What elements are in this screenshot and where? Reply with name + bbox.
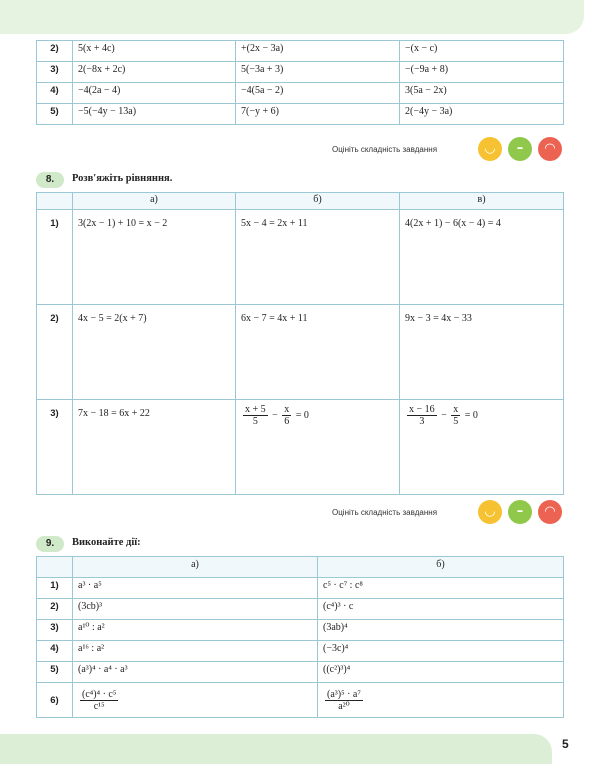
equation-cell[interactable]: 6x − 7 = 4x + 11 (236, 305, 400, 400)
table-row (37, 662, 564, 683)
expression-cell[interactable]: ((c²)³)⁴ (318, 662, 564, 683)
expression-cell[interactable]: (c⁴)³ · c (318, 599, 564, 620)
task-number: 9. (36, 536, 64, 552)
expression-cell[interactable]: a¹⁰ : a² (73, 620, 318, 641)
fraction (451, 404, 460, 427)
table-cell: 5(x + 4c) (73, 41, 236, 62)
sad-face-icon[interactable]: ◠ (538, 137, 562, 161)
row-number: 1) (37, 210, 73, 305)
equals-zero: = 0 (464, 409, 478, 421)
difficulty-rating-label: Оцініть складність завдання (332, 508, 438, 517)
equals-zero: = 0 (295, 409, 309, 421)
expression-cell[interactable]: a³ · a⁵ (73, 578, 318, 599)
equation-cell[interactable] (400, 400, 564, 495)
equation-cell[interactable]: 7x − 18 = 6x + 22 (73, 400, 236, 495)
row-number: 3) (37, 620, 73, 641)
expression-cell[interactable]: a¹⁶ : a² (73, 641, 318, 662)
operator: − (441, 409, 447, 421)
numerator: (a³)⁵ · a⁷ (327, 688, 361, 700)
table-row (37, 683, 564, 718)
table-cell: 3(5a − 2x) (400, 83, 564, 104)
expression-cell[interactable] (318, 683, 564, 718)
denominator: 3 (419, 416, 425, 427)
column-header: б) (236, 193, 400, 210)
equation-cell[interactable] (236, 400, 400, 495)
table-row (37, 620, 564, 641)
table-cell: 2(−8x + 2c) (73, 62, 236, 83)
expression-cell[interactable]: (3ab)⁴ (318, 620, 564, 641)
expression-cell[interactable]: (a³)⁴ · a⁴ · a³ (73, 662, 318, 683)
row-number: 1) (37, 578, 73, 599)
task-title: Виконайте дії: (72, 537, 141, 548)
table-row (37, 641, 564, 662)
table-cell: −4(5a − 2) (236, 83, 400, 104)
header-corner (37, 193, 73, 210)
neutral-face-icon[interactable]: – (508, 500, 532, 524)
row-number: 3) (37, 400, 73, 495)
row-number: 4) (37, 83, 73, 104)
task-number: 8. (36, 172, 64, 188)
table-cell: 5(−3a + 3) (236, 62, 400, 83)
sad-face-icon[interactable]: ◠ (538, 500, 562, 524)
numerator: (c⁴)⁴ · c⁵ (82, 688, 117, 700)
operations-table (36, 556, 564, 718)
fraction (80, 689, 118, 712)
expression-cell[interactable]: c⁵ · c⁷ : c⁸ (318, 578, 564, 599)
denominator: 5 (252, 416, 258, 427)
numerator: x − 16 (409, 404, 435, 415)
smile-face-icon[interactable]: ◡ (478, 137, 502, 161)
column-header: а) (73, 557, 318, 578)
task-title: Розв'яжіть рівняння. (72, 173, 173, 184)
table-cell: 2(−4y − 3a) (400, 104, 564, 125)
difficulty-rating-label: Оцініть складність завдання (332, 145, 438, 154)
column-header: в) (400, 193, 564, 210)
top-page-band (0, 0, 584, 34)
numerator: x (284, 404, 290, 415)
row-number: 4) (37, 641, 73, 662)
denominator: c¹⁵ (93, 700, 105, 712)
expression-cell[interactable] (73, 683, 318, 718)
table-row (37, 104, 564, 125)
equation-cell[interactable]: 3(2x − 1) + 10 = x − 2 (73, 210, 236, 305)
row-number: 5) (37, 104, 73, 125)
top-table (36, 40, 564, 125)
fraction (407, 404, 437, 427)
operator: − (272, 409, 278, 421)
table-cell: 7(−y + 6) (236, 104, 400, 125)
row-number: 6) (37, 683, 73, 718)
row-number: 2) (37, 305, 73, 400)
equation-cell[interactable]: 4x − 5 = 2(x + 7) (73, 305, 236, 400)
table-row (37, 578, 564, 599)
bottom-page-band (0, 734, 552, 764)
row-number: 3) (37, 62, 73, 83)
table-cell: −(−9a + 8) (400, 62, 564, 83)
fraction (282, 404, 291, 427)
page-number: 5 (562, 737, 569, 751)
neutral-face-icon[interactable]: – (508, 137, 532, 161)
table-row (37, 400, 564, 495)
row-number: 5) (37, 662, 73, 683)
table-row (37, 62, 564, 83)
table-row (37, 41, 564, 62)
table-header-row (37, 193, 564, 210)
table-row (37, 305, 564, 400)
table-header-row (37, 557, 564, 578)
equation-cell[interactable]: 9x − 3 = 4x − 33 (400, 305, 564, 400)
table-row (37, 210, 564, 305)
header-corner (37, 557, 73, 578)
table-row (37, 599, 564, 620)
numerator: x (453, 404, 459, 415)
table-cell: −4(2a − 4) (73, 83, 236, 104)
column-header: а) (73, 193, 236, 210)
expression-cell[interactable]: (−3c)⁴ (318, 641, 564, 662)
table-cell: −(x − c) (400, 41, 564, 62)
equations-table (36, 192, 564, 495)
smile-face-icon[interactable]: ◡ (478, 500, 502, 524)
denominator: 5 (453, 416, 459, 427)
table-cell: −5(−4y − 13a) (73, 104, 236, 125)
table-row (37, 83, 564, 104)
fraction (243, 404, 268, 427)
denominator: 6 (284, 416, 290, 427)
table-cell: +(2x − 3a) (236, 41, 400, 62)
row-number: 2) (37, 599, 73, 620)
fraction (325, 689, 363, 712)
expression-cell[interactable]: (3cb)³ (73, 599, 318, 620)
row-number: 2) (37, 41, 73, 62)
equation-cell[interactable]: 4(2x + 1) − 6(x − 4) = 4 (400, 210, 564, 305)
equation-cell[interactable]: 5x − 4 = 2x + 11 (236, 210, 400, 305)
column-header: б) (318, 557, 564, 578)
numerator: x + 5 (245, 404, 266, 415)
denominator: a²⁰ (338, 700, 350, 712)
